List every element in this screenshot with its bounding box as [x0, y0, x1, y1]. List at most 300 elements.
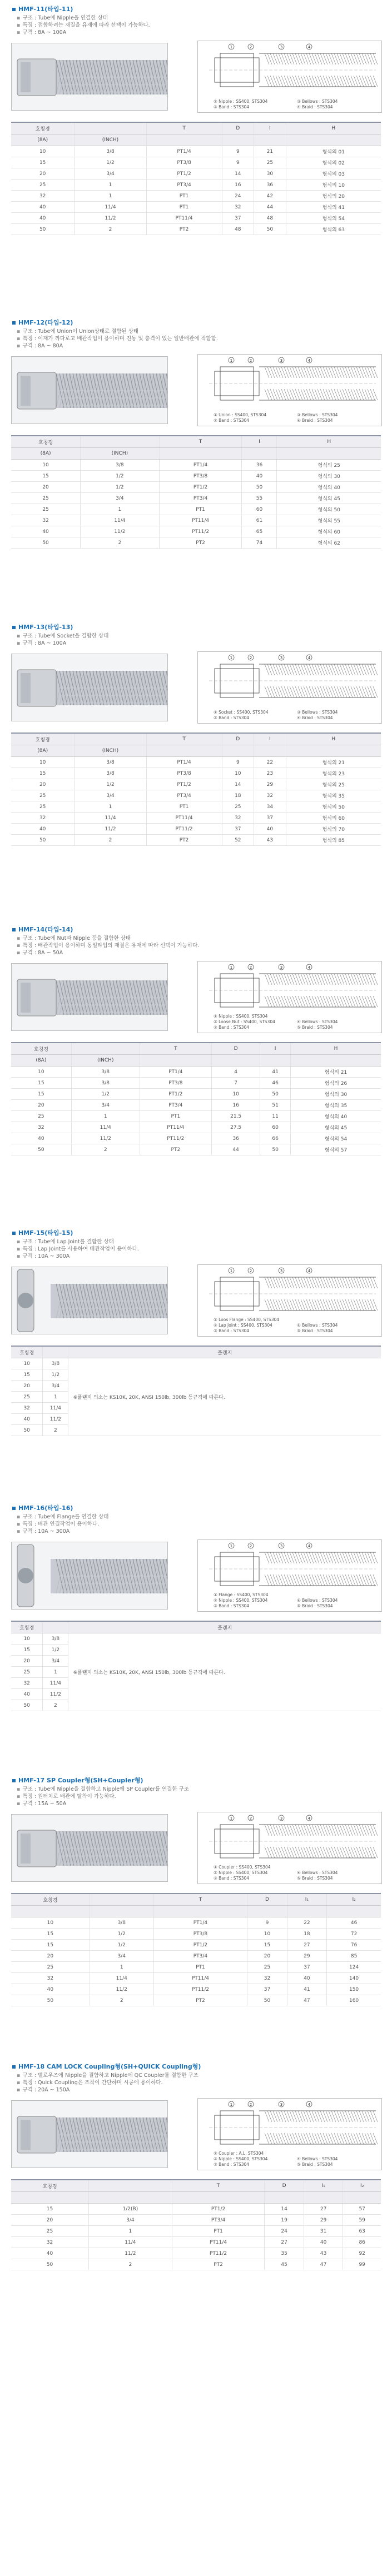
table-cell: PT3/8 [153, 1929, 247, 1940]
bullet-dot-icon: ▪ [17, 1521, 21, 1527]
table-row [11, 1067, 381, 1078]
table-cell: 9 [222, 757, 254, 768]
bullet-dot-icon: ▪ [17, 1786, 21, 1792]
spec-line [17, 1244, 139, 1252]
table-cell: 36 [211, 1133, 260, 1144]
table-header-cell: I [242, 436, 277, 448]
table-cell: 25 [254, 157, 286, 168]
table-header-row [11, 1894, 381, 1906]
svg-text:2: 2 [249, 965, 252, 970]
svg-text:1: 1 [230, 656, 233, 660]
table-subheader-cell [146, 745, 222, 757]
table-subheader-cell [140, 1055, 211, 1067]
table-cell: 11/2 [75, 824, 146, 835]
table-cell: 15 [11, 1645, 43, 1656]
spec-line [17, 639, 66, 646]
table-subheader-cell [89, 2192, 172, 2204]
legend-item: ② Band : STS304 [214, 104, 250, 109]
table-header-cell: 호칭경 [11, 1621, 43, 1633]
table-cell: 3/8 [75, 768, 146, 779]
table-cell: 형식의 63 [286, 224, 381, 235]
table-cell: 47 [287, 1995, 326, 2006]
table-cell: 32 [222, 202, 254, 213]
table-cell: 50 [11, 537, 81, 549]
table-row [11, 493, 381, 504]
table-cell: 50 [11, 1144, 71, 1155]
legend-item: ① Nipple : SS400, STS304 [214, 99, 268, 104]
spec-line [17, 327, 138, 335]
table-header-cell: T [140, 1043, 211, 1055]
table-cell: PT3/8 [140, 1078, 211, 1089]
table-cell: 1/2 [71, 1089, 140, 1100]
legend-item: ④ Braid : STS304 [297, 715, 333, 720]
table-subheader-cell [11, 1906, 90, 1917]
table-row [11, 537, 381, 549]
table-cell: 10 [211, 1089, 260, 1100]
table-cell: 9 [222, 146, 254, 157]
spec-line [17, 631, 108, 639]
table-subheader-cell: (INCH) [71, 1055, 140, 1067]
table-cell: 50 [260, 1144, 291, 1155]
table-cell: 25 [11, 1111, 71, 1122]
table-cell: 25 [11, 1667, 43, 1678]
technical-drawing [197, 2098, 382, 2170]
table-cell: 3/4 [71, 1100, 140, 1111]
table-cell: 72 [327, 1929, 381, 1940]
spec-line-text: 특징 : 배관작업이 용이하며 동일타입의 재질은 유재에 따라 선택이 가능하다. [22, 943, 200, 949]
section-title-text: HMF-11(타입-11) [18, 6, 73, 13]
svg-text:4: 4 [307, 965, 311, 970]
table-cell: 74 [242, 537, 277, 549]
table-subheader-cell: (INCH) [75, 134, 146, 146]
table-cell: 15 [11, 1078, 71, 1089]
table-cell: 3/4 [81, 493, 160, 504]
legend-item: ① Union : SS400, STS304 [214, 412, 267, 417]
table-cell: 27 [287, 1940, 326, 1951]
table-cell: 형식의 45 [277, 493, 381, 504]
table-header-cell: T [159, 436, 242, 448]
table-header-cell [43, 1346, 68, 1358]
drawing-legend-right [297, 1019, 338, 1030]
table-cell: 형식의 01 [286, 146, 381, 157]
technical-drawing [197, 651, 382, 724]
table-cell: 30 [254, 168, 286, 180]
table-cell: 32 [11, 191, 75, 202]
drawing-legend-right [297, 1598, 338, 1609]
table-header-cell: 호칭경 [11, 2180, 89, 2192]
drawing-legend-right [297, 99, 338, 110]
table-cell: PT1/2 [153, 1940, 247, 1951]
table-row [11, 157, 381, 168]
table-cell: PT1 [146, 801, 222, 813]
table-cell: 40 [11, 1689, 43, 1700]
drawing-legend [214, 2151, 267, 2168]
table-cell: 25 [11, 180, 75, 191]
table-header-row [11, 2180, 381, 2192]
section-title [12, 1228, 73, 1237]
table-cell: 3/4 [75, 790, 146, 801]
table-cell: 32 [254, 790, 286, 801]
table-cell: 11/4 [81, 515, 160, 526]
legend-item: ② Lap Joint : SS400, STS304 [214, 1323, 272, 1328]
product-photo [11, 43, 168, 111]
svg-text:3: 3 [280, 1269, 283, 1273]
legend-item: ③ Band : STS304 [214, 1876, 250, 1881]
table-cell: 24 [222, 191, 254, 202]
technical-drawing [197, 1539, 382, 1612]
table-cell: 14 [222, 168, 254, 180]
table-subheader-cell [247, 1906, 287, 1917]
table-cell: 27 [304, 2204, 343, 2215]
table-cell: 29 [304, 2215, 343, 2226]
table-cell: PT1 [153, 1962, 247, 1973]
table-cell: 11 [260, 1111, 291, 1122]
table-row [11, 768, 381, 779]
table-cell: 11/4 [71, 1122, 140, 1133]
table-header-cell: D [222, 122, 254, 134]
technical-drawing [197, 354, 382, 426]
table-cell: 32 [11, 1403, 43, 1414]
table-cell: 25 [11, 504, 81, 515]
table-cell: 10 [11, 1917, 90, 1929]
section-title [12, 1503, 73, 1512]
table-cell: 11/2 [89, 2248, 172, 2259]
table-row [11, 1078, 381, 1089]
technical-drawing [197, 41, 382, 113]
table-cell: 3/8 [81, 460, 160, 471]
table-cell: 37 [247, 1984, 287, 1995]
spec-line [17, 934, 131, 941]
table-cell: 1/2 [90, 1940, 153, 1951]
table-cell: 10 [11, 1633, 43, 1645]
bullet-dot-icon: ▪ [17, 1239, 21, 1245]
product-photo [11, 2100, 168, 2168]
table-row [11, 1940, 381, 1951]
table-cell: 15 [11, 1929, 90, 1940]
bullet-dot-icon: ▪ [17, 1246, 21, 1252]
table-cell: PT2 [172, 2259, 265, 2270]
table-row [11, 168, 381, 180]
svg-text:1: 1 [230, 2102, 233, 2107]
table-cell: 10 [222, 768, 254, 779]
table-cell: PT1/2 [172, 2204, 265, 2215]
section-title [12, 318, 73, 327]
table-header-cell: I [254, 122, 286, 134]
table-subheader-cell [242, 448, 277, 460]
table-cell: 35 [265, 2248, 304, 2259]
table-cell: 형식의 70 [286, 824, 381, 835]
table-cell: 31 [304, 2226, 343, 2237]
table-cell: 40 [242, 471, 277, 482]
table-cell: 형식의 35 [286, 790, 381, 801]
table-header-cell: T [153, 1894, 247, 1906]
bullet-dot-icon: ▪ [17, 943, 21, 949]
spec-line [17, 1519, 99, 1527]
table-header-row [11, 122, 381, 134]
svg-text:4: 4 [307, 1269, 311, 1273]
svg-text:4: 4 [307, 358, 311, 363]
table-cell: 형식의 85 [286, 835, 381, 846]
spec-line-text: 특징 : 접합하려는 재질을 유재에 따라 선택이 가능하다. [22, 22, 150, 28]
svg-text:1: 1 [230, 965, 233, 970]
table-row [11, 1633, 381, 1645]
table-subheader-cell: (8A) [11, 1055, 71, 1067]
table-cell: PT1/4 [159, 460, 242, 471]
table-cell: 11/4 [43, 1403, 68, 1414]
table-row [11, 835, 381, 846]
table-header-row [11, 436, 381, 448]
spec-line-text: 구조 : Tube에 Lap Joint를 결합한 상태 [22, 1239, 114, 1245]
svg-text:4: 4 [307, 1544, 311, 1548]
table-cell: PT2 [146, 224, 222, 235]
drawing-legend [214, 1014, 275, 1030]
table-cell: 50 [260, 1089, 291, 1100]
table-row [11, 482, 381, 493]
table-cell: 11/2 [81, 526, 160, 537]
bullet-dot-icon: ▪ [17, 1514, 21, 1520]
table-cell: PT1 [159, 504, 242, 515]
table-cell: 11/2 [90, 1984, 153, 1995]
table-row [11, 460, 381, 471]
drawing-legend [214, 710, 269, 721]
spec-table [11, 2179, 381, 2270]
technical-drawing [197, 1812, 382, 1884]
spec-line-text: 규격 : 8A ~ 80A [22, 343, 63, 349]
table-cell: 3/4 [90, 1951, 153, 1962]
table-cell: 34 [254, 801, 286, 813]
technical-drawing [197, 961, 382, 1033]
table-cell: PT11/2 [146, 824, 222, 835]
table-cell: 40 [287, 1973, 326, 1984]
table-cell: 형식의 50 [286, 801, 381, 813]
table-cell: 25 [11, 1962, 90, 1973]
table-header-cell: I₂ [343, 2180, 381, 2192]
table-row [11, 191, 381, 202]
table-subheader-cell [254, 134, 286, 146]
table-subheader-cell: (INCH) [81, 448, 160, 460]
drawing-legend-right [297, 2156, 338, 2168]
table-cell: 11/4 [89, 2237, 172, 2248]
table-cell: 형식의 21 [286, 757, 381, 768]
table-header-cell: I₁ [304, 2180, 343, 2192]
spec-line-text: 특징 : Quick Coupling은 조작이 간단하며 시공에 용이하다. [22, 2080, 163, 2086]
table-cell: PT11/4 [153, 1973, 247, 1984]
table-cell: 160 [327, 1995, 381, 2006]
svg-text:4: 4 [307, 2102, 311, 2107]
table-cell: 55 [242, 493, 277, 504]
table-header-cell [81, 436, 160, 448]
spec-line-text: 특징 : Lap Joint를 사용하여 배관작업이 용이하다. [22, 1246, 139, 1252]
table-subheader-cell [286, 745, 381, 757]
table-cell: 2 [81, 537, 160, 549]
table-cell: 2 [43, 1425, 68, 1436]
table-cell: 16 [211, 1100, 260, 1111]
product-photo [11, 1267, 168, 1334]
table-row [11, 504, 381, 515]
table-subheader-cell [211, 1055, 260, 1067]
section-title [12, 1776, 143, 1785]
table-header-cell [89, 2180, 172, 2192]
table-row [11, 1984, 381, 1995]
table-cell: 11/2 [43, 1414, 68, 1425]
bullet-dot-icon: ▪ [17, 1801, 21, 1807]
table-row [11, 1995, 381, 2006]
drawing-legend-right [297, 1323, 338, 1334]
legend-item: ① Nipple : SS400, STS304 [214, 1014, 268, 1019]
spec-table [11, 435, 381, 549]
table-cell: 52 [222, 835, 254, 846]
table-header-cell: 플랜지 [68, 1346, 381, 1358]
table-cell: 63 [343, 2226, 381, 2237]
svg-text:1: 1 [230, 1816, 233, 1821]
section-title [12, 622, 73, 631]
table-row [11, 202, 381, 213]
table-cell: 50 [11, 2259, 89, 2270]
table-header-cell [90, 1894, 153, 1906]
table-cell: 57 [343, 2204, 381, 2215]
table-cell: 50 [254, 224, 286, 235]
table-header-cell [75, 122, 146, 134]
table-header-cell: 호칭경 [11, 122, 75, 134]
table-subheader-cell: (8A) [11, 745, 75, 757]
table-header-cell: 호칭경 [11, 1346, 43, 1358]
table-cell: 24 [265, 2226, 304, 2237]
table-cell: 20 [11, 1656, 43, 1667]
table-cell: 48 [222, 224, 254, 235]
svg-text:2: 2 [249, 45, 252, 49]
table-cell: PT1 [146, 191, 222, 202]
table-header-cell: D [222, 733, 254, 745]
table-cell: 형식의 54 [290, 1133, 381, 1144]
table-cell: 형식의 50 [277, 504, 381, 515]
table-cell: 11/4 [75, 813, 146, 824]
table-cell: PT2 [146, 835, 222, 846]
table-cell: 25 [222, 801, 254, 813]
table-cell: 10 [11, 146, 75, 157]
section-title-text: HMF-12(타입-12) [18, 319, 73, 326]
table-cell: 48 [254, 213, 286, 224]
bullet-dot-icon: ▪ [17, 22, 21, 28]
table-cell: 41 [287, 1984, 326, 1995]
table-cell: 40 [11, 213, 75, 224]
spec-line [17, 2078, 163, 2086]
table-cell: PT3/4 [146, 180, 222, 191]
table-row [11, 1973, 381, 1984]
table-cell: 20 [11, 779, 75, 790]
table-cell: 21.5 [211, 1111, 260, 1122]
legend-item: ③ Bellows : STS304 [297, 710, 338, 715]
table-subheader-cell [222, 134, 254, 146]
table-cell: 10 [11, 757, 75, 768]
table-row [11, 1358, 381, 1369]
title-bullet-icon [12, 8, 16, 11]
table-header-row [11, 1346, 381, 1358]
table-cell: 11/2 [75, 213, 146, 224]
table-cell: 10 [11, 460, 81, 471]
table-cell: 140 [327, 1973, 381, 1984]
table-row [11, 2226, 381, 2237]
section-title-text: HMF-17 SP Coupler형(SH+Coupler형) [18, 1777, 143, 1784]
table-row [11, 2248, 381, 2259]
spec-line [17, 28, 66, 36]
table-cell: 50 [11, 224, 75, 235]
table-cell: 20 [11, 482, 81, 493]
table-cell: 형식의 30 [290, 1089, 381, 1100]
svg-text:2: 2 [249, 1816, 252, 1821]
table-cell: 3/8 [43, 1633, 68, 1645]
legend-item: ③ Band : STS304 [214, 2162, 250, 2167]
table-cell: 2 [71, 1144, 140, 1155]
legend-item: ④ Bellows : STS304 [297, 2156, 338, 2161]
bullet-dot-icon: ▪ [17, 1793, 21, 1800]
section-title-text: HMF-14(타입-14) [18, 926, 73, 933]
table-row [11, 180, 381, 191]
legend-item: ③ Band : STS304 [214, 1025, 250, 1030]
table-cell: 15 [11, 768, 75, 779]
table-cell: 43 [304, 2248, 343, 2259]
table-subheader-cell [254, 745, 286, 757]
legend-item: ③ Band : STS304 [214, 1328, 250, 1333]
table-header-cell: 호칭경 [11, 1043, 71, 1055]
table-subheader-cell [265, 2192, 304, 2204]
table-header-cell: I₂ [327, 1894, 381, 1906]
table-cell: PT1 [140, 1111, 211, 1122]
table-cell: 41 [260, 1067, 291, 1078]
table-cell: 1 [43, 1392, 68, 1403]
table-cell: 10 [11, 1067, 71, 1078]
svg-text:1: 1 [230, 358, 233, 363]
table-subheader-row [11, 448, 381, 460]
table-cell: 40 [11, 824, 75, 835]
table-row [11, 515, 381, 526]
table-cell: 22 [254, 757, 286, 768]
table-cell: PT1/4 [153, 1917, 247, 1929]
spec-table [11, 1893, 381, 2006]
table-header-cell: I₁ [287, 1894, 326, 1906]
spec-line-text: 규격 : 15A ~ 50A [22, 1801, 67, 1807]
table-row [11, 2259, 381, 2270]
table-cell: 15 [11, 1089, 71, 1100]
table-cell: PT2 [153, 1995, 247, 2006]
table-subheader-cell [343, 2192, 381, 2204]
legend-item: ⑤ Braid : STS304 [297, 1025, 333, 1030]
table-row [11, 213, 381, 224]
spec-line-text: 구조 : Tube에 Nipple을 연결한 상태 [22, 15, 108, 21]
spec-line [17, 1792, 116, 1800]
table-cell: 1 [75, 191, 146, 202]
table-cell: 22 [287, 1917, 326, 1929]
drawing-legend-right [297, 1870, 338, 1881]
spec-line [17, 1799, 66, 1807]
table-header-cell [43, 1621, 68, 1633]
spec-line [17, 1252, 70, 1259]
svg-text:4: 4 [307, 656, 311, 660]
table-subheader-cell [290, 1055, 381, 1067]
table-header-cell: H [286, 733, 381, 745]
bullet-dot-icon: ▪ [17, 1528, 21, 1534]
spec-line [17, 334, 218, 342]
svg-text:2: 2 [249, 1269, 252, 1273]
bullet-dot-icon: ▪ [17, 2072, 21, 2079]
svg-text:3: 3 [280, 656, 283, 660]
table-cell: 3/4 [43, 1656, 68, 1667]
bullet-dot-icon: ▪ [17, 15, 21, 21]
table-cell: 15 [247, 1940, 287, 1951]
table-cell: PT11/4 [159, 515, 242, 526]
table-header-cell: T [172, 2180, 265, 2192]
legend-item: ⑤ Braid : STS304 [297, 1876, 333, 1881]
table-cell: 37 [222, 824, 254, 835]
